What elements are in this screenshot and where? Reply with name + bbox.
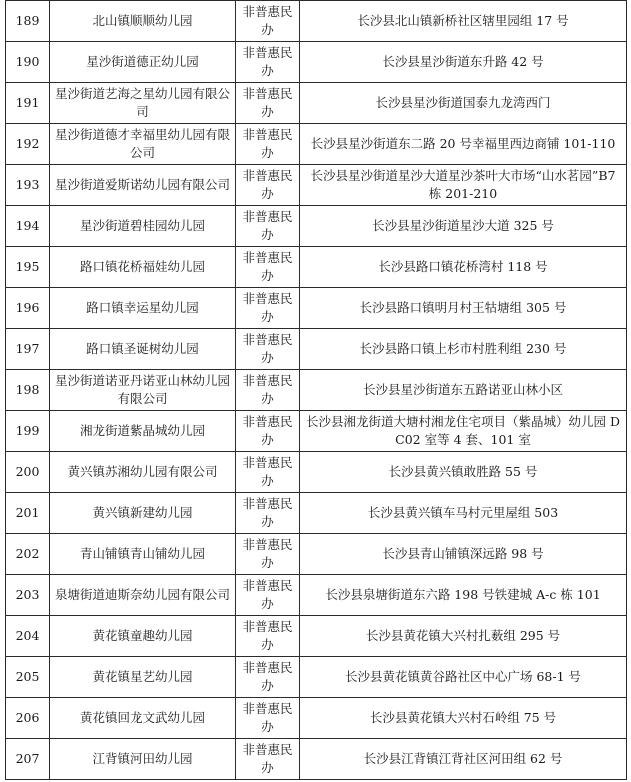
address-cell: 长沙县泉塘街道东六路 198 号铁建城 A-c 栋 101 [300, 575, 627, 616]
row-number-cell: 201 [6, 493, 50, 534]
table-row [6, 1, 627, 42]
table-row [6, 370, 627, 411]
row-number-cell: 200 [6, 452, 50, 493]
kindergarten-name-cell: 路口镇花桥福娃幼儿园 [50, 247, 236, 288]
address-cell: 长沙县路口镇上杉市村胜利组 230 号 [300, 329, 627, 370]
address-cell: 长沙县星沙街道星沙大道 325 号 [300, 206, 627, 247]
address-cell: 长沙县湘龙街道大塘村湘龙住宅项目（紫晶城）幼儿园 DC02 室等 4 套、101 室 [300, 411, 627, 452]
kindergarten-name-cell: 星沙街道爱斯诺幼儿园有限公司 [50, 165, 236, 206]
kindergarten-name-cell: 湘龙街道紫晶城幼儿园 [50, 411, 236, 452]
ownership-type-cell: 非普惠民办 [236, 698, 300, 739]
row-number-cell: 202 [6, 534, 50, 575]
table-row [6, 329, 627, 370]
address-cell: 长沙县黄花镇大兴村石岭组 75 号 [300, 698, 627, 739]
ownership-type-cell: 非普惠民办 [236, 493, 300, 534]
row-number-cell: 205 [6, 657, 50, 698]
row-number-cell: 194 [6, 206, 50, 247]
ownership-type-cell: 非普惠民办 [236, 165, 300, 206]
table-row [6, 575, 627, 616]
row-number-cell: 203 [6, 575, 50, 616]
table-row [6, 124, 627, 165]
table-row [6, 657, 627, 698]
address-cell: 长沙县星沙街道东升路 42 号 [300, 42, 627, 83]
row-number-cell: 193 [6, 165, 50, 206]
ownership-type-cell: 非普惠民办 [236, 1, 300, 42]
kindergarten-name-cell: 路口镇幸运星幼儿园 [50, 288, 236, 329]
ownership-type-cell: 非普惠民办 [236, 616, 300, 657]
address-cell: 长沙县星沙街道东二路 20 号幸福里西边商铺 101-110 [300, 124, 627, 165]
kindergarten-name-cell: 黄兴镇新建幼儿园 [50, 493, 236, 534]
table-row [6, 739, 627, 780]
ownership-type-cell: 非普惠民办 [236, 247, 300, 288]
kindergarten-name-cell: 路口镇圣诞树幼儿园 [50, 329, 236, 370]
table-row [6, 411, 627, 452]
kindergarten-name-cell: 星沙街道德正幼儿园 [50, 42, 236, 83]
address-cell: 长沙县路口镇花桥湾村 118 号 [300, 247, 627, 288]
kindergarten-name-cell: 青山铺镇青山铺幼儿园 [50, 534, 236, 575]
row-number-cell: 198 [6, 370, 50, 411]
ownership-type-cell: 非普惠民办 [236, 739, 300, 780]
ownership-type-cell: 非普惠民办 [236, 329, 300, 370]
kindergarten-table [5, 0, 627, 780]
table-row [6, 452, 627, 493]
row-number-cell: 192 [6, 124, 50, 165]
table-row [6, 288, 627, 329]
address-cell: 长沙县青山铺镇深远路 98 号 [300, 534, 627, 575]
row-number-cell: 207 [6, 739, 50, 780]
row-number-cell: 206 [6, 698, 50, 739]
kindergarten-name-cell: 黄花镇童趣幼儿园 [50, 616, 236, 657]
ownership-type-cell: 非普惠民办 [236, 124, 300, 165]
kindergarten-name-cell: 星沙街道诺亚丹诺亚山林幼儿园有限公司 [50, 370, 236, 411]
kindergarten-name-cell: 黄兴镇苏湘幼儿园有限公司 [50, 452, 236, 493]
kindergarten-name-cell: 黄花镇回龙文武幼儿园 [50, 698, 236, 739]
kindergarten-name-cell: 北山镇顺顺幼儿园 [50, 1, 236, 42]
table-row [6, 247, 627, 288]
ownership-type-cell: 非普惠民办 [236, 534, 300, 575]
kindergarten-name-cell: 星沙街道碧桂园幼儿园 [50, 206, 236, 247]
kindergarten-name-cell: 江背镇河田幼儿园 [50, 739, 236, 780]
ownership-type-cell: 非普惠民办 [236, 42, 300, 83]
table-body [6, 1, 627, 780]
address-cell: 长沙县路口镇明月村王牯塘组 305 号 [300, 288, 627, 329]
address-cell: 长沙县黄兴镇车马村元里屋组 503 [300, 493, 627, 534]
row-number-cell: 197 [6, 329, 50, 370]
row-number-cell: 191 [6, 83, 50, 124]
ownership-type-cell: 非普惠民办 [236, 288, 300, 329]
row-number-cell: 195 [6, 247, 50, 288]
table-row [6, 534, 627, 575]
ownership-type-cell: 非普惠民办 [236, 83, 300, 124]
table-row [6, 493, 627, 534]
address-cell: 长沙县星沙街道国泰九龙湾西门 [300, 83, 627, 124]
kindergarten-name-cell: 星沙街道德才幸福里幼儿园有限公司 [50, 124, 236, 165]
address-cell: 长沙县黄花镇大兴村扎薮组 295 号 [300, 616, 627, 657]
ownership-type-cell: 非普惠民办 [236, 206, 300, 247]
table-row [6, 698, 627, 739]
table-row [6, 165, 627, 206]
ownership-type-cell: 非普惠民办 [236, 657, 300, 698]
row-number-cell: 204 [6, 616, 50, 657]
table-row [6, 616, 627, 657]
kindergarten-name-cell: 星沙街道艺海之星幼儿园有限公司 [50, 83, 236, 124]
ownership-type-cell: 非普惠民办 [236, 370, 300, 411]
kindergarten-name-cell: 泉塘街道迪斯奈幼儿园有限公司 [50, 575, 236, 616]
row-number-cell: 189 [6, 1, 50, 42]
table-row [6, 206, 627, 247]
address-cell: 长沙县江背镇江背社区河田组 62 号 [300, 739, 627, 780]
address-cell: 长沙县星沙街道东五路诺亚山林小区 [300, 370, 627, 411]
row-number-cell: 199 [6, 411, 50, 452]
ownership-type-cell: 非普惠民办 [236, 452, 300, 493]
address-cell: 长沙县黄花镇黄谷路社区中心广场 68-1 号 [300, 657, 627, 698]
row-number-cell: 196 [6, 288, 50, 329]
address-cell: 长沙县星沙街道星沙大道星沙茶叶大市场“山水茗园”B7 栋 201-210 [300, 165, 627, 206]
table-row [6, 83, 627, 124]
kindergarten-name-cell: 黄花镇星艺幼儿园 [50, 657, 236, 698]
ownership-type-cell: 非普惠民办 [236, 411, 300, 452]
ownership-type-cell: 非普惠民办 [236, 575, 300, 616]
address-cell: 长沙县北山镇新桥社区辖里园组 17 号 [300, 1, 627, 42]
address-cell: 长沙县黄兴镇敢胜路 55 号 [300, 452, 627, 493]
table-row [6, 42, 627, 83]
row-number-cell: 190 [6, 42, 50, 83]
